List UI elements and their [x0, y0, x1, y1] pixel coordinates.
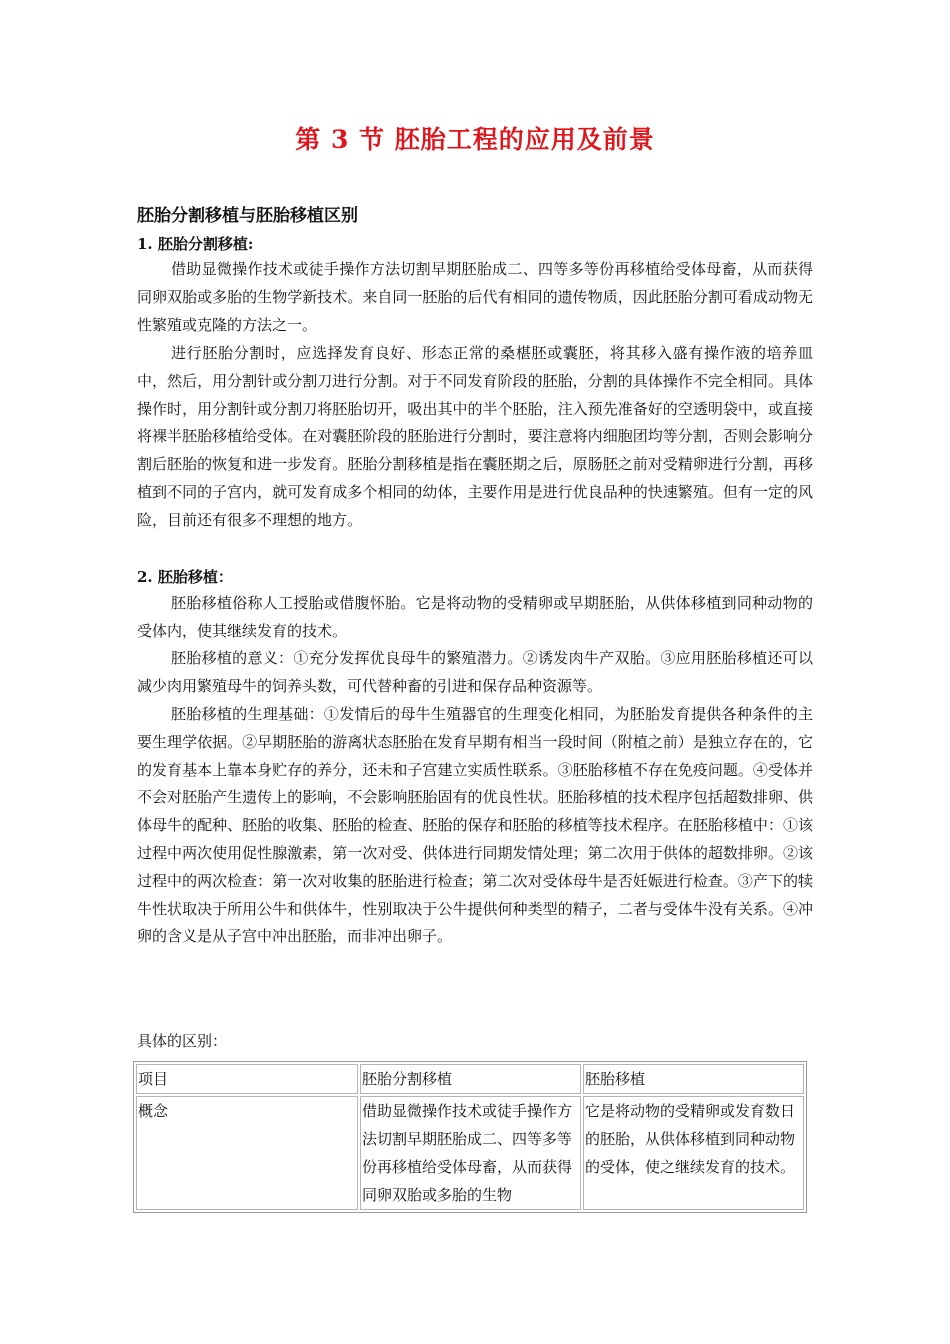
table-header-cell: 项目: [136, 1064, 358, 1094]
part2-paragraph-2: 胚胎移植的意义：①充分发挥优良母牛的繁殖潜力。②诱发肉牛产双胎。③应用胚胎移植还可以减少肉用繁殖母牛的饲养头数，可代替种畜的引进和保存品种资源等。: [137, 649, 813, 695]
table-header-cell: 胚胎分割移植: [360, 1064, 581, 1094]
table-header-cell: 胚胎移植: [583, 1064, 804, 1094]
table-cell: 借助显微操作技术或徒手操作方法切割早期胚胎成二、四等多等份再移植给受体母畜，从而获得同卵双胎或多胎的生物: [360, 1096, 581, 1210]
table-cell: 概念: [136, 1096, 358, 1210]
part1-paragraph-2: 进行胚胎分割时，应选择发育良好、形态正常的桑椹胚或囊胚，将其移入盛有操作液的培养皿中，然后，用分割针或分割刀进行分割。对于不同发育阶段的胚胎，分割的具体操作不完全相同。具体操作时，用分割针或分割刀将胚胎切开，吸出其中的半个胚胎，注入预先准备好的空透明袋中，或直接将裸半胚胎移植给受体。在对囊胚阶段的胚胎进行分割时，要注意将内细胞团均等分割，否则会影响分割后胚胎的恢复和进一步发育。胚胎分割移植是指在囊胚期之后，原肠胚之前对受精卵进行分割，再移植到不同的子宫内，就可发育成多个相同的幼体，主要作用是进行优良品种的快速繁殖。但有一定的风险，目前还有很多不理想的地方。: [137, 344, 813, 529]
part2-paragraph-3: 胚胎移植的生理基础：①发情后的母牛生殖器官的生理变化相同，为胚胎发育提供各种条件的主要生理学依据。②早期胚胎的游离状态胚胎在发育早期有相当一段时间（附植之前）是独立存在的，它的发育基本上靠本身贮存的养分，还未和子宫建立实质性联系。③胚胎移植不存在免疫问题。④受体并不会对胚胎产生遗传上的影响，不会影响胚胎固有的优良性状。胚胎移植的技术程序包括超数排卵、供体母牛的配种、胚胎的收集、胚胎的检查、胚胎的保存和胚胎的移植等技术程序。在胚胎移植中：①该过程中两次使用促性腺激素，第一次对受、供体进行同期发情处理；第二次用于供体的超数排卵。②该过程中的两次检查：第一次对收集的胚胎进行检查；第二次对受体母牛是否妊娠进行检查。③产下的犊牛性状取决于所用公牛和供体牛，性别取决于公牛提供何种类型的精子，二者与受体牛没有关系。④冲卵的含义是从子宫中冲出胚胎，而非冲出卵子。: [137, 705, 813, 946]
section-heading: 胚胎分割移植与胚胎移植区别: [137, 206, 358, 226]
comparison-table: [133, 1061, 807, 1213]
part2-paragraph-1: 胚胎移植俗称人工授胎或借腹怀胎。它是将动物的受精卵或早期胚胎，从供体移植到同种动物的受体内，使其继续发育的技术。: [137, 594, 813, 640]
part1-heading: 1. 胚胎分割移植:: [137, 235, 254, 253]
page-title: 第 3 节 胚胎工程的应用及前景: [295, 125, 655, 154]
part1-paragraph-1: 借助显微操作技术或徒手操作方法切割早期胚胎成二、四等多等份再移植给受体母畜，从而获得同卵双胎或多胎的生物学新技术。来自同一胚胎的后代有相同的遗传物质，因此胚胎分割可看成动物无性繁殖或克隆的方法之一。: [137, 260, 813, 334]
table-row: [136, 1096, 804, 1210]
table-caption: 具体的区别：: [137, 1032, 228, 1050]
table-cell: 它是将动物的受精卵或发育数日的胚胎，从供体移植到同种动物的受体，使之继续发育的技术。: [583, 1096, 804, 1210]
part2-heading: 2. 胚胎移植：: [137, 568, 233, 586]
table-header-row: [136, 1064, 804, 1094]
